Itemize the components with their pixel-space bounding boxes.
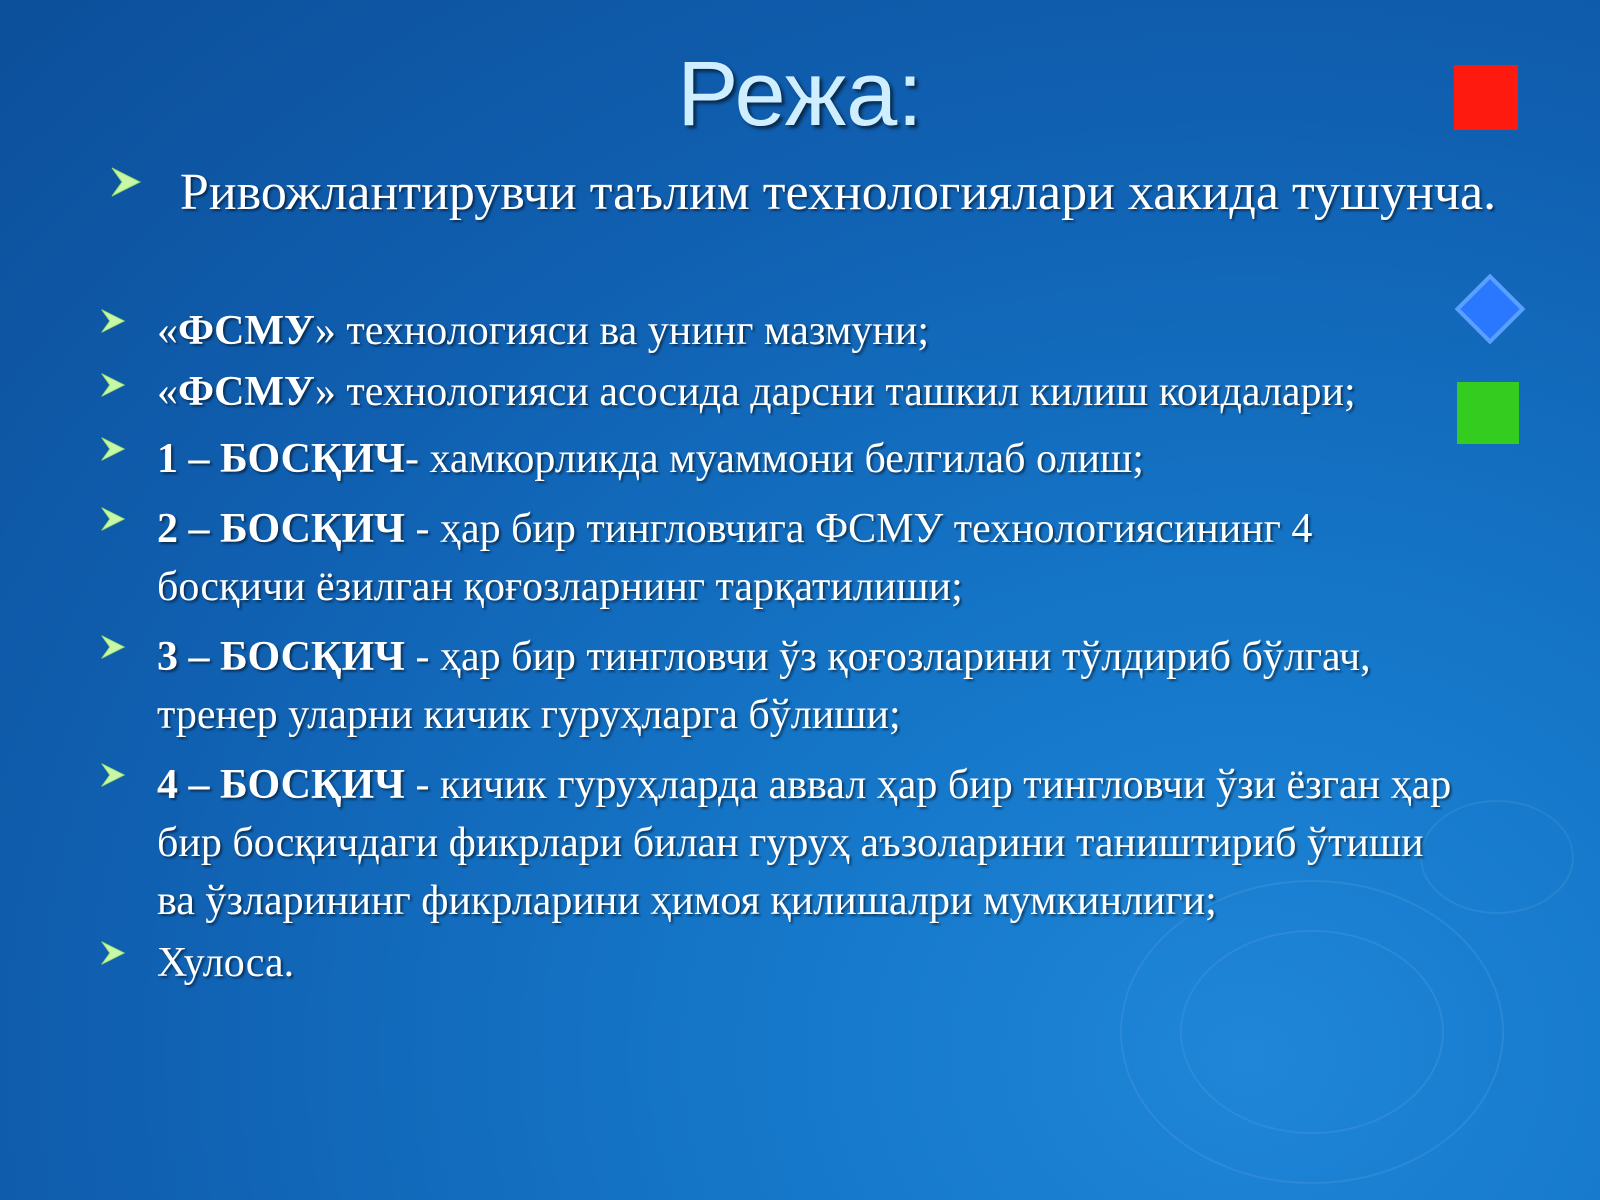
red-square-icon (1454, 65, 1518, 130)
list-item-text: 4 – БОСҚИЧ - кичик гуруҳларда аввал ҳар бир тингловчи ўзи ёзган ҳар бир босқичдаги фикрлари билан гуруҳ аъзоларини таништириб ўтиши ва ўзларининг фикрларини ҳимоя қилишалри мумкинлиги; (157, 762, 1452, 924)
arrowhead-bullet-icon (100, 940, 126, 966)
list-item-text: Хулоса. (157, 940, 295, 986)
arrowhead-bullet-icon (100, 634, 126, 660)
arrowhead-bullet-icon (110, 166, 142, 198)
list-item (100, 500, 1500, 616)
list-item-text: «ФСМУ» технологияси ва унинг мазмуни; (157, 308, 930, 354)
list-item-text: 3 – БОСҚИЧ - ҳар бир тингловчи ўз қоғозларини тўлдириб бўлгач, тренер уларни кичик гуруҳларга бўлиши; (157, 634, 1371, 738)
list-item-text: 1 – БОСҚИЧ- хамкорликда муаммони белгилаб олиш; (157, 436, 1144, 482)
arrowhead-bullet-icon (100, 506, 126, 532)
arrowhead-bullet-icon (100, 372, 126, 398)
arrowhead-bullet-icon (100, 308, 126, 334)
list-item (100, 302, 1500, 360)
list-item (100, 628, 1500, 744)
list-item (100, 430, 1500, 488)
list-item-text: «ФСМУ» технологияси асосида дарсни ташкил килиш коидалари; (157, 369, 1356, 415)
bullet-list (100, 302, 1500, 992)
lead-bullet (110, 160, 1510, 226)
list-item (100, 366, 1500, 418)
slide-title: Режа: (677, 43, 923, 145)
list-item (100, 756, 1500, 930)
list-item (100, 934, 1500, 992)
lead-text: Ривожлантирувчи таълим технологиялари хакида тушунча. (179, 164, 1497, 221)
arrowhead-bullet-icon (100, 762, 126, 788)
list-item-text: 2 – БОСҚИЧ - ҳар бир тингловчига ФСМУ технологиясининг 4 босқичи ёзилган қоғозларнинг тарқатилиши; (157, 506, 1313, 610)
arrowhead-bullet-icon (100, 436, 126, 462)
